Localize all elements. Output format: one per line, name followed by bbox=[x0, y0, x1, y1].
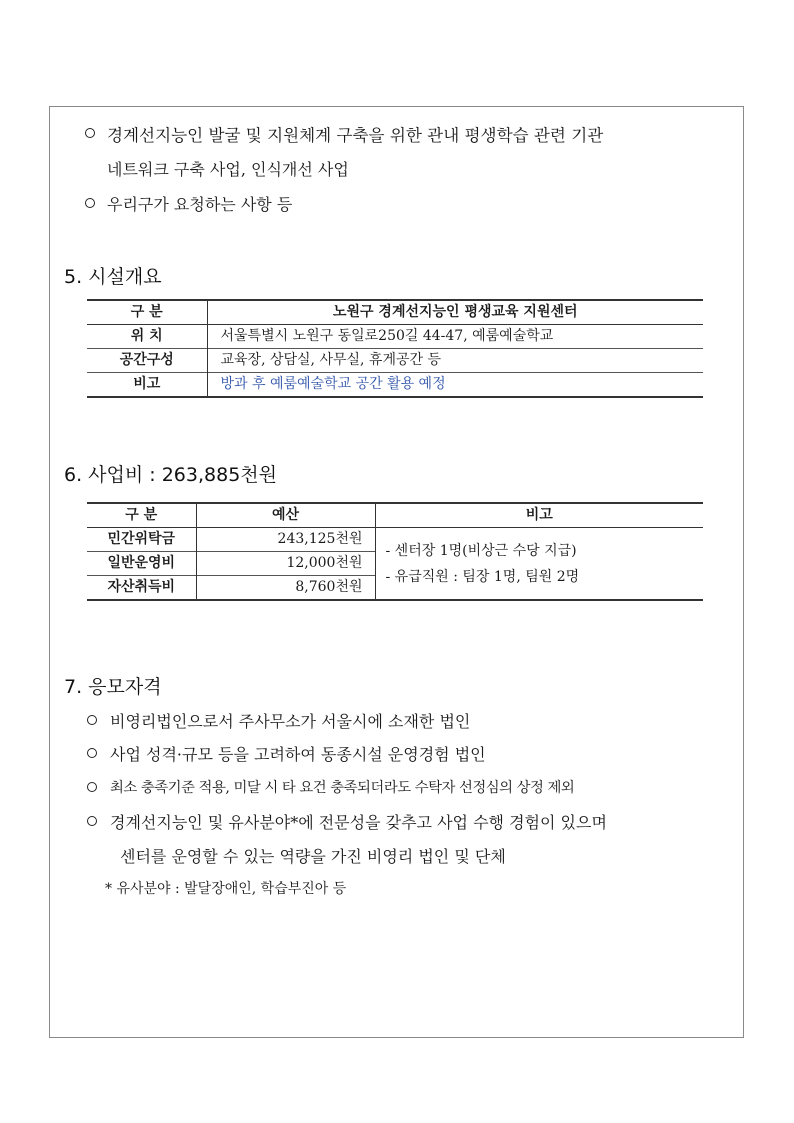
bullet-circle-icon bbox=[87, 782, 97, 792]
budget-row-amount: 8,760천원 bbox=[196, 576, 375, 601]
budget-row-amount: 243,125천원 bbox=[196, 528, 375, 552]
section-6-heading: 6. 사업비 : 263,885천원 bbox=[64, 464, 277, 486]
facility-table bbox=[87, 299, 703, 398]
budget-row-amount: 12,000천원 bbox=[196, 552, 375, 576]
section-5-heading: 5. 시설개요 bbox=[64, 266, 162, 288]
intro-bullet-1-line-1: 경계선지능인 발굴 및 지원체계 구축을 위한 관내 평생학습 관련 기관 bbox=[107, 126, 604, 145]
eligibility-bullet-1: 비영리법인으로서 주사무소가 서울시에 소재한 법인 bbox=[110, 712, 471, 731]
budget-header-category: 구 분 bbox=[87, 503, 196, 528]
eligibility-bullet-4-line-2: 센터를 운영할 수 있는 역량을 가진 비영리 법인 및 단체 bbox=[120, 847, 506, 866]
facility-row-label: 공간구성 bbox=[87, 349, 207, 373]
facility-row-value: 교육장, 상담실, 사무실, 휴게공간 등 bbox=[220, 352, 441, 368]
eligibility-footnote: * 유사분야 : 발달장애인, 학습부진아 등 bbox=[105, 881, 347, 897]
facility-row-label: 위 치 bbox=[87, 325, 207, 349]
budget-table bbox=[87, 502, 703, 601]
bullet-circle-icon bbox=[87, 715, 97, 725]
eligibility-bullet-3: 최소 충족기준 적용, 미달 시 타 요건 충족되더라도 수탁자 선정심의 상정 제외 bbox=[110, 780, 575, 796]
intro-bullet-2: 우리구가 요청하는 사항 등 bbox=[107, 195, 293, 214]
facility-row-value: 서울특별시 노원구 동일로250길 44-47, 예룸예술학교 bbox=[220, 328, 554, 344]
bullet-circle-icon bbox=[87, 816, 97, 826]
budget-header-remarks: 비고 bbox=[525, 507, 553, 523]
bullet-circle-icon bbox=[85, 198, 95, 208]
budget-row-label: 일반운영비 bbox=[87, 552, 196, 576]
budget-note: - 유급직원 : 팀장 1명, 팀원 2명 bbox=[385, 568, 580, 585]
budget-row-label: 민간위탁금 bbox=[87, 528, 196, 552]
budget-row-label: 자산취득비 bbox=[87, 576, 196, 601]
intro-bullet-1-line-2: 네트워크 구축 사업, 인식개선 사업 bbox=[107, 160, 349, 179]
eligibility-bullet-4-line-1: 경계선지능인 및 유사분야*에 전문성을 갖추고 사업 수행 경험이 있으며 bbox=[110, 813, 607, 832]
eligibility-bullet-2: 사업 성격·규모 등을 고려하여 동종시설 운영경험 법인 bbox=[110, 745, 486, 764]
facility-row-value: 방과 후 예룸예술학교 공간 활용 예정 bbox=[220, 376, 446, 392]
budget-note: - 센터장 1명(비상근 수당 지급) bbox=[385, 542, 577, 559]
budget-header-amount: 예산 bbox=[196, 503, 375, 528]
facility-header-category: 구 분 bbox=[87, 300, 207, 325]
facility-header-name: 노원구 경계선지능인 평생교육 지원센터 bbox=[332, 304, 578, 320]
facility-row-label: 비고 bbox=[87, 373, 207, 398]
budget-remarks-cell bbox=[375, 528, 703, 601]
bullet-circle-icon bbox=[87, 748, 97, 758]
section-7-heading: 7. 응모자격 bbox=[64, 676, 162, 698]
bullet-circle-icon bbox=[85, 128, 95, 138]
